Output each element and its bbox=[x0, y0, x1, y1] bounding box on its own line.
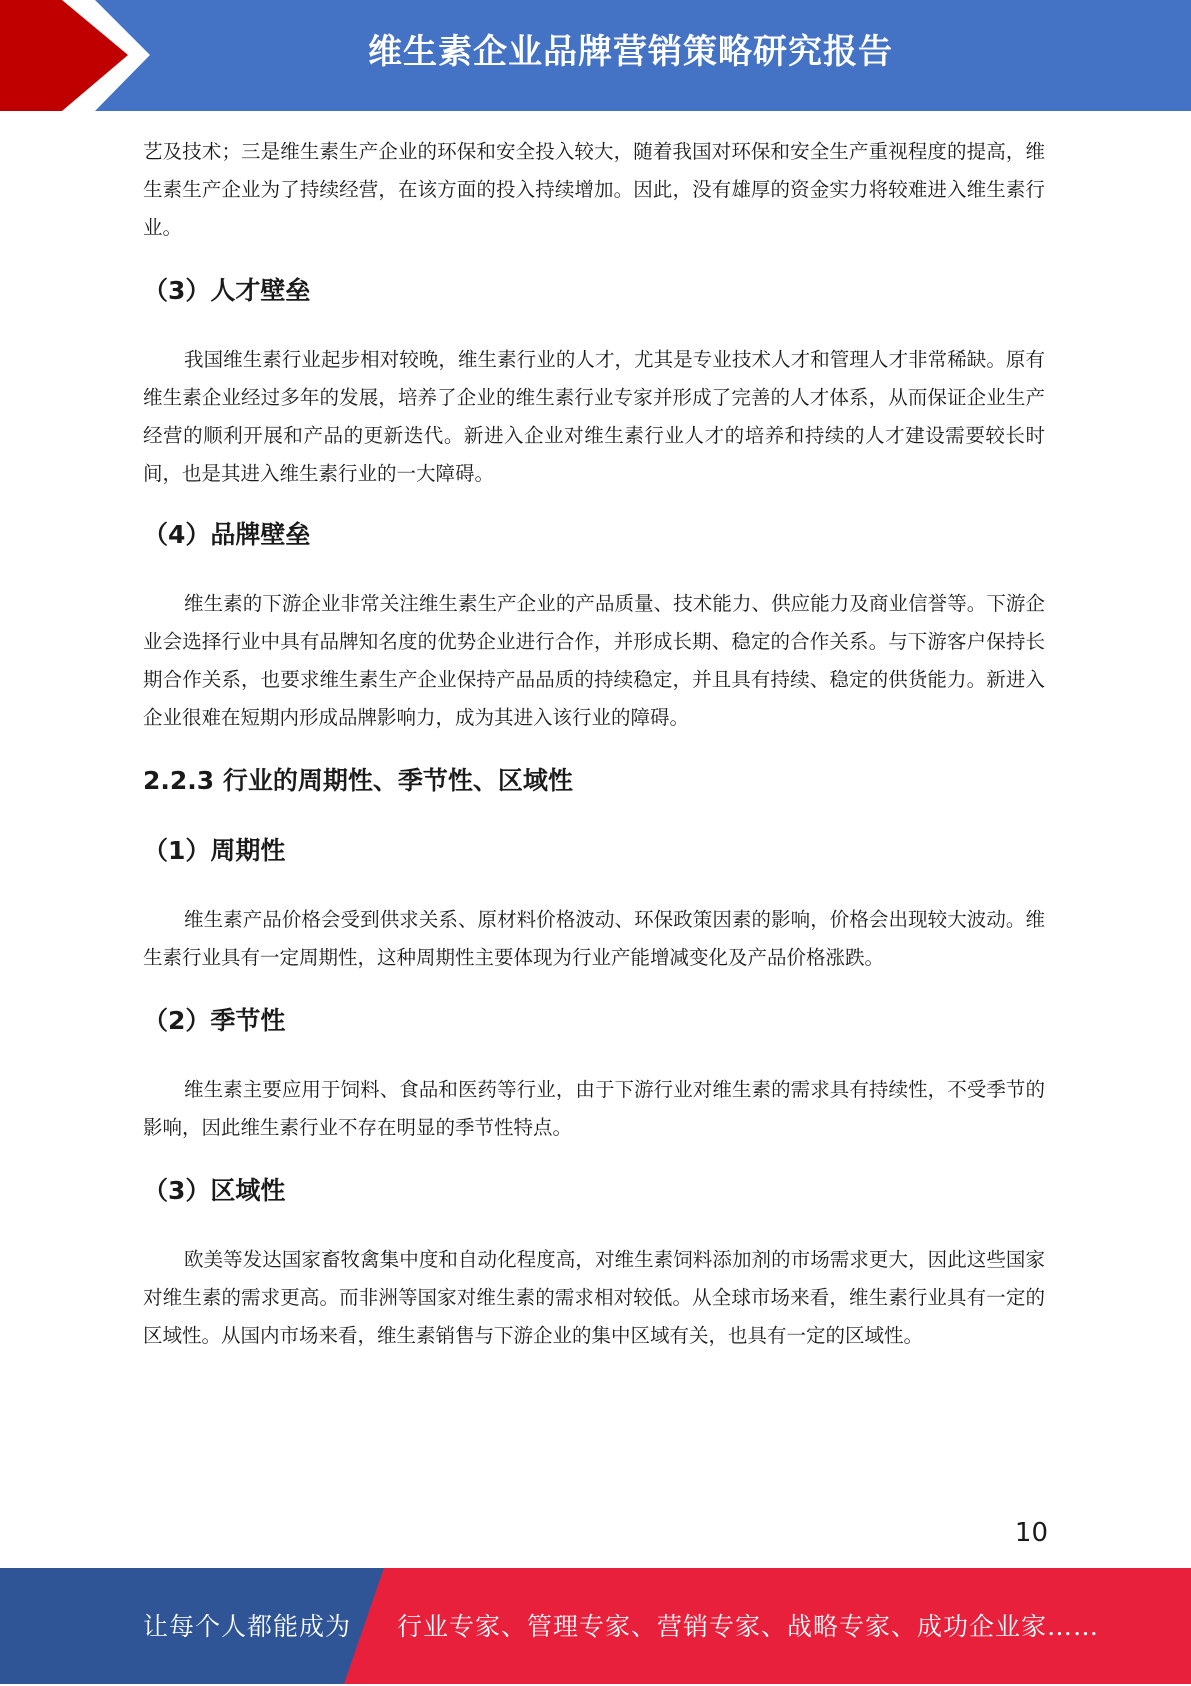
paragraph-brand-barrier: 维生素的下游企业非常关注维生素生产企业的产品质量、技术能力、供应能力及商业信誉等。下游企业会选择行业中具有品牌知名度的优势企业进行合作，并形成长期、稳定的合作关系。与下游客户保持长期合作关系，也要求维生素生产企业保持产品品质的持续稳定，并且具有持续、稳定的供货能力。新进入企业很难在短期内形成品牌影响力，成为其进入该行业的障碍。 bbox=[143, 592, 1045, 729]
heading-cyclicality: （1）周期性 bbox=[143, 836, 286, 865]
report-title: 维生素企业品牌营销策略研究报告 bbox=[368, 32, 893, 72]
footer-slogan-right: 行业专家、管理专家、营销专家、战略专家、成功企业家…… bbox=[397, 1612, 1100, 1641]
paragraph-seasonality: 维生素主要应用于饲料、食品和医药等行业，由于下游行业对维生素的需求具有持续性，不受季节的影响，因此维生素行业不存在明显的季节性特点。 bbox=[143, 1078, 1045, 1139]
document-body bbox=[143, 133, 1045, 1355]
intro-paragraph: 艺及技术；三是维生素生产企业的环保和安全投入较大，随着我国对环保和安全生产重视程度的提高，维生素生产企业为了持续经营，在该方面的投入持续增加。因此，没有雄厚的资金实力将较难进入维生素行业。 bbox=[143, 140, 1045, 239]
heading-regionality: （3）区域性 bbox=[143, 1176, 286, 1205]
page-header bbox=[0, 0, 1191, 111]
paragraph-regionality: 欧美等发达国家畜牧禽集中度和自动化程度高，对维生素饲料添加剂的市场需求更大，因此这些国家对维生素的需求更高。而非洲等国家对维生素的需求相对较低。从全球市场来看，维生素行业具有一定的区域性。从国内市场来看，维生素销售与下游企业的集中区域有关，也具有一定的区域性。 bbox=[143, 1248, 1045, 1347]
paragraph-cyclicality: 维生素产品价格会受到供求关系、原材料价格波动、环保政策因素的影响，价格会出现较大波动。维生素行业具有一定周期性，这种周期性主要体现为行业产能增减变化及产品价格涨跌。 bbox=[143, 908, 1045, 969]
page-footer bbox=[0, 1568, 1191, 1684]
header-arrow-decoration bbox=[0, 0, 150, 111]
page-number: 10 bbox=[1014, 1518, 1048, 1548]
footer-slogan-left: 让每个人都能成为 bbox=[143, 1612, 352, 1641]
heading-talent-barrier: （3）人才壁垒 bbox=[143, 276, 311, 305]
paragraph-talent-barrier: 我国维生素行业起步相对较晚，维生素行业的人才，尤其是专业技术人才和管理人才非常稀缺。原有维生素企业经过多年的发展，培养了企业的维生素行业专家并形成了完善的人才体系，从而保证企业生产经营的顺利开展和产品的更新迭代。新进入企业对维生素行业人才的培养和持续的人才建设需要较长时间，也是其进入维生素行业的一大障碍。 bbox=[143, 348, 1045, 485]
heading-brand-barrier: （4）品牌壁垒 bbox=[143, 520, 311, 549]
heading-section-2-2-3: 2.2.3 行业的周期性、季节性、区域性 bbox=[143, 766, 573, 795]
heading-seasonality: （2）季节性 bbox=[143, 1006, 286, 1035]
